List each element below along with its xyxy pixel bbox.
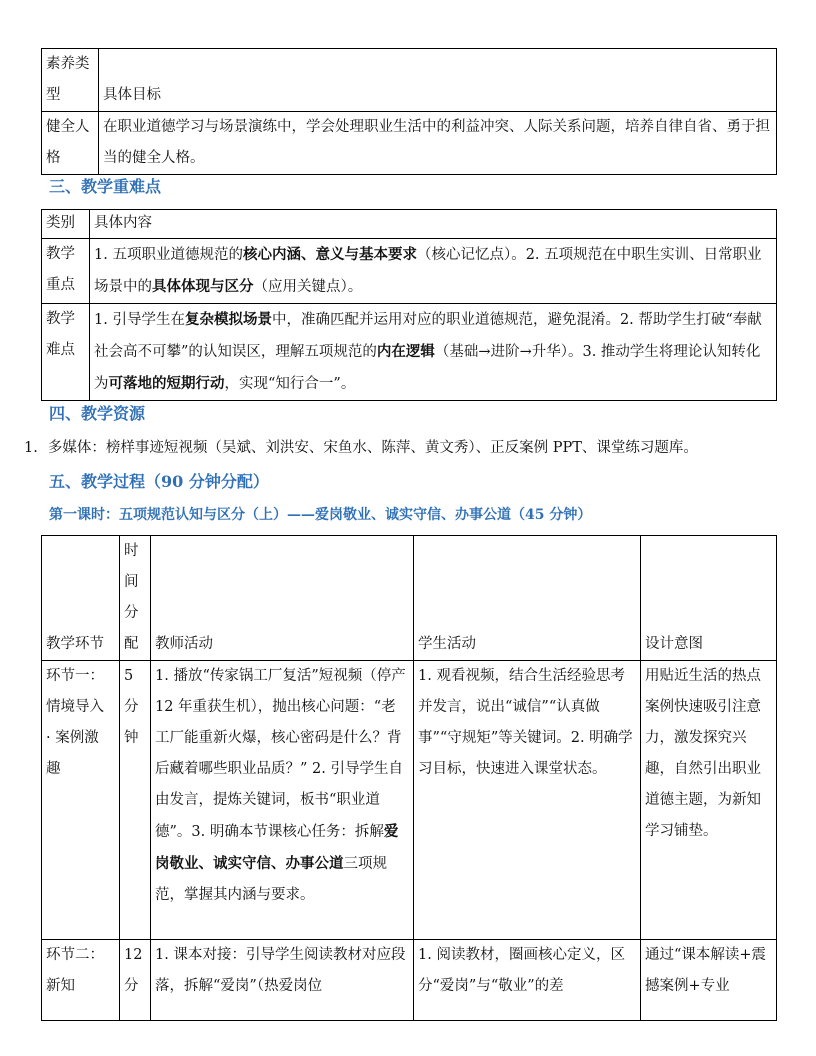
text-run: （核心记忆点）。2. 五项规范在中职生实训、日常职业场景中的 (94, 247, 762, 295)
table-cell: 通过“课本解读+震撼案例+专业 (641, 940, 777, 1021)
text-run: 1. 五项职业道德规范的 (94, 247, 243, 263)
bold-text: 可落地的短期行动 (108, 375, 225, 392)
table-cell: 健全人格 (42, 112, 99, 175)
table-cell (42, 940, 120, 1021)
table-cell: 1. 课本对接：引导学生阅读教材对应段落，拆解“爱岗”（热爱岗位 (151, 940, 414, 1021)
literacy-table (41, 48, 777, 175)
table-cell: 在职业道德学习与场景演练中，学会处理职业生活中的利益冲突、人际关系问题，培养自律自省、勇于担当的健全人格。 (99, 112, 777, 175)
key-points-table (41, 209, 777, 401)
table-cell (151, 661, 414, 940)
table-cell (42, 536, 120, 661)
section-heading: 五、教学过程（90 分钟分配） (49, 472, 269, 491)
table-row (42, 304, 777, 401)
cell-text: 环节一：情境导入 · 案例激趣 (46, 668, 104, 777)
process-table (41, 535, 777, 1021)
text-run: （基础→进阶→升华）。3. 推动学生将理论认知转化为 (94, 344, 761, 392)
table-cell: 类别 (42, 210, 90, 239)
table-cell: 学生活动 (414, 536, 641, 661)
bold-text: 爱岗敬业、诚实守信、办事公道 (155, 823, 399, 872)
table-cell: 具体内容 (90, 210, 777, 239)
bold-text: 核心内涵、意义与基本要求 (242, 246, 417, 263)
table-cell: 用贴近生活的热点案例快速吸引注意力，激发探究兴趣，自然引出职业道德主题，为新知学习铺垫。 (641, 661, 777, 940)
table-row (42, 210, 777, 239)
cell-text: 环节二：新知 (46, 947, 104, 994)
list-number: 1. (24, 440, 38, 456)
table-cell (120, 661, 151, 940)
table-cell: 教师活动 (151, 536, 414, 661)
table-cell: 具体目标 (99, 49, 777, 112)
table-row (42, 536, 777, 661)
table-cell (90, 239, 777, 304)
table-row (42, 49, 777, 112)
text-run: ，实现“知行合一”。 (224, 376, 356, 392)
cell-text: 12 分 (124, 947, 143, 994)
table-cell: 1. 观看视频，结合生活经验思考并发言，说出“诚信”“认真做事”“守规矩”等关键词。2. 明确学习目标，快速进入课堂状态。 (414, 661, 641, 940)
table-cell (42, 661, 120, 940)
cell-text: 5 分钟 (124, 668, 139, 746)
table-cell (120, 536, 151, 661)
header-text: 教学环节 (46, 636, 104, 652)
lesson-title: 第一课时：五项规范认知与区分（上）——爱岗敬业、诚实守信、办事公道（45 分钟） (49, 507, 592, 523)
bold-text: 具体体现与区分 (152, 278, 254, 295)
bold-text: 复杂模拟场景 (184, 311, 272, 328)
bold-text: 内在逻辑 (376, 343, 435, 360)
table-cell: 1. 阅读教材，圈画核心定义，区分“爱岗”与“敬业”的差 (414, 940, 641, 1021)
table-row (42, 940, 777, 1021)
text-run: （应用关键点）。 (253, 279, 363, 295)
table-row (42, 239, 777, 304)
table-cell (90, 304, 777, 401)
resource-list-item (24, 436, 698, 457)
text-run: 中，准确匹配并运用对应的职业道德规范，避免混淆。2. 帮助学生打破“奉献社会高不可攀”的认知误区，理解五项规范的 (94, 312, 762, 360)
section-heading: 四、教学资源 (49, 404, 146, 423)
table-cell (120, 940, 151, 1021)
text-run: 三项规范，掌握其内涵与要求。 (155, 856, 387, 903)
table-row (42, 661, 777, 940)
section-heading: 三、教学重难点 (49, 177, 162, 196)
table-cell: 素养类型 (42, 49, 99, 112)
text-run: 1. 播放“传家锅工厂复活”短视频（停产 12 年重获生机），抛出核心问题：“老工厂能重新火爆，核心密码是什么？背后藏着哪些职业品质？” 2. 引导学生自由发言，提炼关键词，板书“职业道德”。3. 明确本节课核心任务：拆解 (155, 668, 406, 840)
list-text: 多媒体：榜样事迹短视频（吴斌、刘洪安、宋鱼水、陈萍、黄文秀）、正反案例 PPT、课堂练习题库。 (47, 440, 698, 456)
text-run: 1. 引导学生在 (94, 312, 185, 328)
header-text: 时间分配 (124, 543, 139, 652)
table-cell: 教学重点 (42, 239, 90, 304)
table-cell: 设计意图 (641, 536, 777, 661)
table-cell: 教学难点 (42, 304, 90, 401)
table-row (42, 112, 777, 175)
